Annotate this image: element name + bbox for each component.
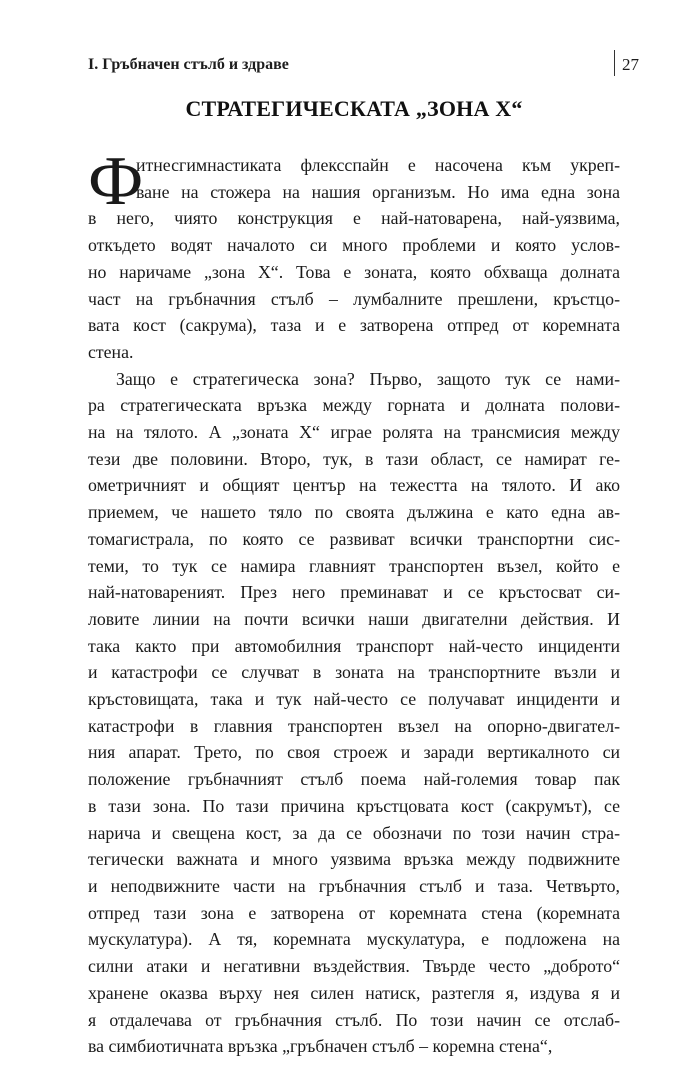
- text-line: тегически важната и много уязвима връзка между подвижните: [88, 849, 620, 870]
- text-line: ловите линии на почти всички наши двигателни действия. И: [88, 608, 620, 629]
- text-line: но наричаме „зона Х“. Това е зоната, която обхваща долната: [88, 261, 620, 282]
- chapter-title: СТРАТЕГИЧЕСКАТА „ЗОНА Х“: [185, 96, 523, 121]
- paragraph-1: [88, 143, 620, 366]
- text-line: Защо е стратегическа зона? Първо, защото тук се нами-: [116, 368, 620, 389]
- paragraph-2: [88, 366, 620, 1060]
- text-line: нарича и свещена кост, за да се обозначи по този начин стра-: [88, 822, 620, 843]
- text-line: кръстовищата, така и тук най-често се получават инциденти и: [88, 689, 620, 710]
- text-line: най-натовареният. През него преминават и се кръстосват си-: [88, 582, 620, 603]
- text-line: и неподвижните части на гръбначния стълб и таза. Четвърто,: [88, 875, 620, 896]
- text-line: ометричният и общият център на тежестта на тялото. И ако: [88, 475, 620, 496]
- text-line: вата кост (сакрума), таза и е затворена отпред от коремната: [88, 315, 620, 336]
- text-line: в тази зона. По тази причина кръстцовата кост (сакрумът), се: [88, 795, 620, 816]
- page-number: 27: [622, 55, 639, 74]
- text-line: силни атаки и негативни въздействия. Твърде често „доброто“: [88, 956, 620, 977]
- running-header: I. Гръбначен стълб и здраве: [88, 56, 289, 73]
- text-line: теми, то тук се намира главният транспортен възел, който е: [88, 555, 620, 576]
- body-text: [88, 143, 620, 1060]
- text-line: положение гръбначният стълб поема най-големия товар пак: [88, 769, 620, 790]
- text-line: в него, чиято конструкция е най-натоварена, най-уязвима,: [88, 208, 620, 229]
- text-line: итнесгимнастиката флексспайн е насочена към укреп-: [136, 155, 620, 175]
- text-line: томагистрала, по която се развиват всички транспортни сис-: [88, 528, 620, 549]
- text-line: ния апарат. Трето, по своя строеж и заради вертикалното си: [88, 742, 620, 763]
- page-number-rule: [614, 50, 615, 76]
- text-line: ване на стожера на нашия организъм. Но има една зона: [136, 181, 620, 202]
- text-line: ра стратегическата връзка между горната и долната полови-: [88, 395, 620, 416]
- text-line: катастрофи в главния транспортен възел на опорно-двигател-: [88, 715, 620, 736]
- text-line: откъдето водят началото си много проблеми и която услов-: [88, 235, 620, 256]
- text-line: стена.: [88, 341, 134, 362]
- text-line: приемем, че нашето тяло по своята дължина е като една ав-: [88, 502, 620, 523]
- text-line: част на гръбначния стълб – лумбалните прешлени, кръстцо-: [88, 288, 620, 309]
- text-line: така както при автомобилния транспорт най-често инциденти: [88, 635, 620, 656]
- text-line: мускулатура). А тя, коремната мускулатура, е подложена на: [88, 929, 620, 950]
- text-line: хранене оказва върху нея силен натиск, разтегля я, издува я и: [88, 982, 620, 1003]
- text-line: на на тялото. А „зоната Х“ играе ролята на трансмисия между: [88, 422, 620, 443]
- text-line: и катастрофи се случват в зоната на транспортните възли и: [88, 662, 620, 683]
- text-line: отпред тази зона е затворена от коремната стена (коремната: [88, 902, 620, 923]
- text-line: я отдалечава от гръбначния стълб. По този начин се отслаб-: [88, 1009, 620, 1030]
- text-line: тези две половини. Второ, тук, в тази област, се намират ге-: [88, 448, 620, 469]
- drop-cap: Ф: [88, 143, 144, 220]
- text-line: ва симбиотичната връзка „гръбначен стълб – коремна стена“,: [88, 1036, 553, 1057]
